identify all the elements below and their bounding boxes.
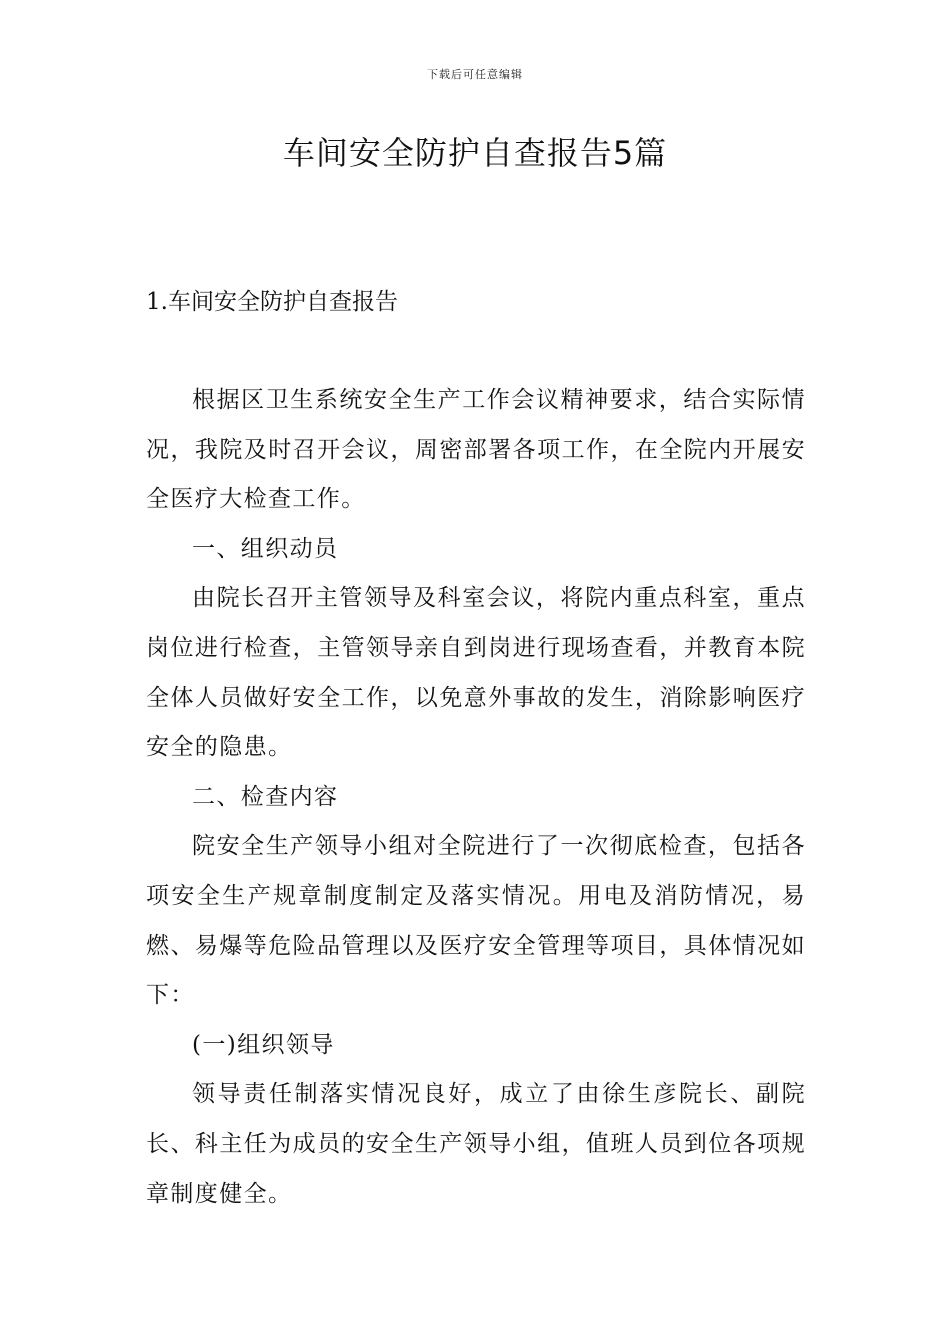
paragraph-inspection: 院安全生产领导小组对全院进行了一次彻底检查，包括各项安全生产规章制度制定及落实情况。用电及消防情况，易燃、易爆等危险品管理以及医疗安全管理等项目，具体情况如下： xyxy=(146,833,806,1009)
paragraph-leadership: 领导责任制落实情况良好，成立了由徐生彦院长、副院长、科主任为成员的安全生产领导小组，值班人员到位各项规章制度健全。 xyxy=(146,1081,806,1207)
document-body xyxy=(146,376,806,1219)
document-title: 车间安全防护自查报告5篇 xyxy=(282,134,668,172)
section-heading: 1.车间安全防护自查报告 xyxy=(146,289,398,315)
subheading-leadership: (一)组织领导 xyxy=(192,1031,335,1058)
paragraph-organization: 由院长召开主管领导及科室会议，将院内重点科室，重点岗位进行检查，主管领导亲自到岗进行现场查看，并教育本院全体人员做好安全工作，以免意外事故的发生，消除影响医疗安全的隐患。 xyxy=(146,585,806,761)
paragraph-intro: 根据区卫生系统安全生产工作会议精神要求，结合实际情况，我院及时召开会议，周密部署各项工作，在全院内开展安全医疗大检查工作。 xyxy=(146,387,806,513)
subheading-inspection: 二、检查内容 xyxy=(192,783,339,810)
header-note: 下载后可任意编辑 xyxy=(427,68,523,81)
subheading-organization: 一、组织动员 xyxy=(192,535,339,562)
